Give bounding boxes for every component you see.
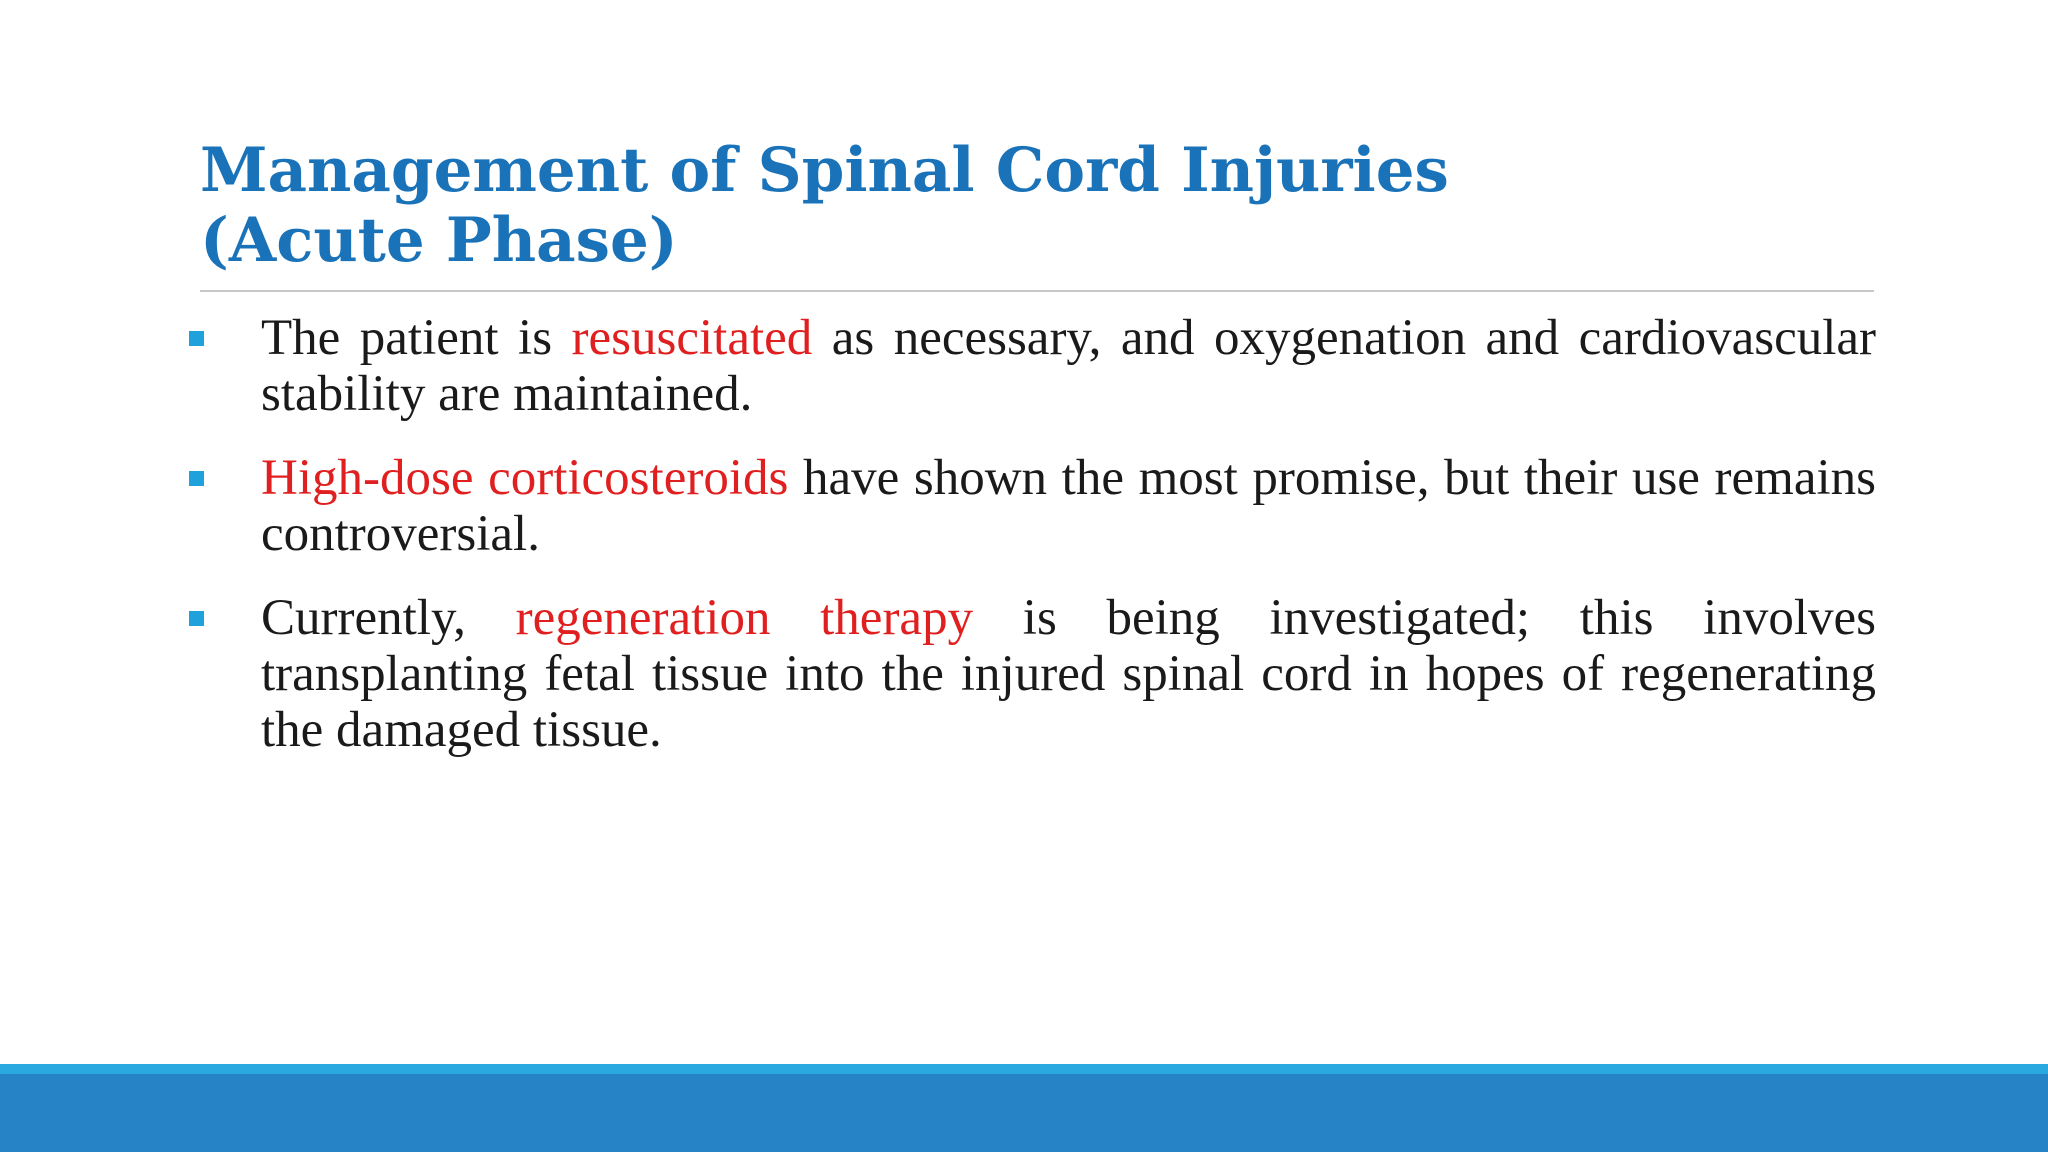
square-bullet-icon [189,331,204,346]
bullet-text: is being investigated; this involves transplanting fetal tissue into the injured spinal cord in hopes of regenerating the damaged tissue. [261,590,1876,758]
bullet-highlight: resuscitated [571,310,813,366]
slide-title-line1: Management of Spinal Cord Injuries [200,135,1449,206]
bullet-item-corticosteroids [186,450,1876,562]
bullet-highlight: High-dose corticosteroids [261,450,789,506]
bullet-list [186,310,1876,786]
title-divider [200,290,1874,292]
bullet-text: have shown the most promise, but their use remains controversial. [261,450,1876,562]
bullet-item-regeneration [186,590,1876,758]
square-bullet-icon [189,471,204,486]
footer-bar [0,1074,2048,1152]
bullet-text: Currently, [261,590,516,646]
slide-title [200,136,1880,276]
bullet-highlight: regeneration therapy [515,590,974,646]
slide-title-line2: (Acute Phase) [200,205,678,276]
bullet-text: The patient is [261,310,572,366]
footer-accent-bar [0,1064,2048,1074]
bullet-text: as necessary, and oxygenation and cardiovascular stability are maintained. [261,310,1876,422]
bullet-item-resuscitation [186,310,1876,422]
square-bullet-icon [189,611,204,626]
